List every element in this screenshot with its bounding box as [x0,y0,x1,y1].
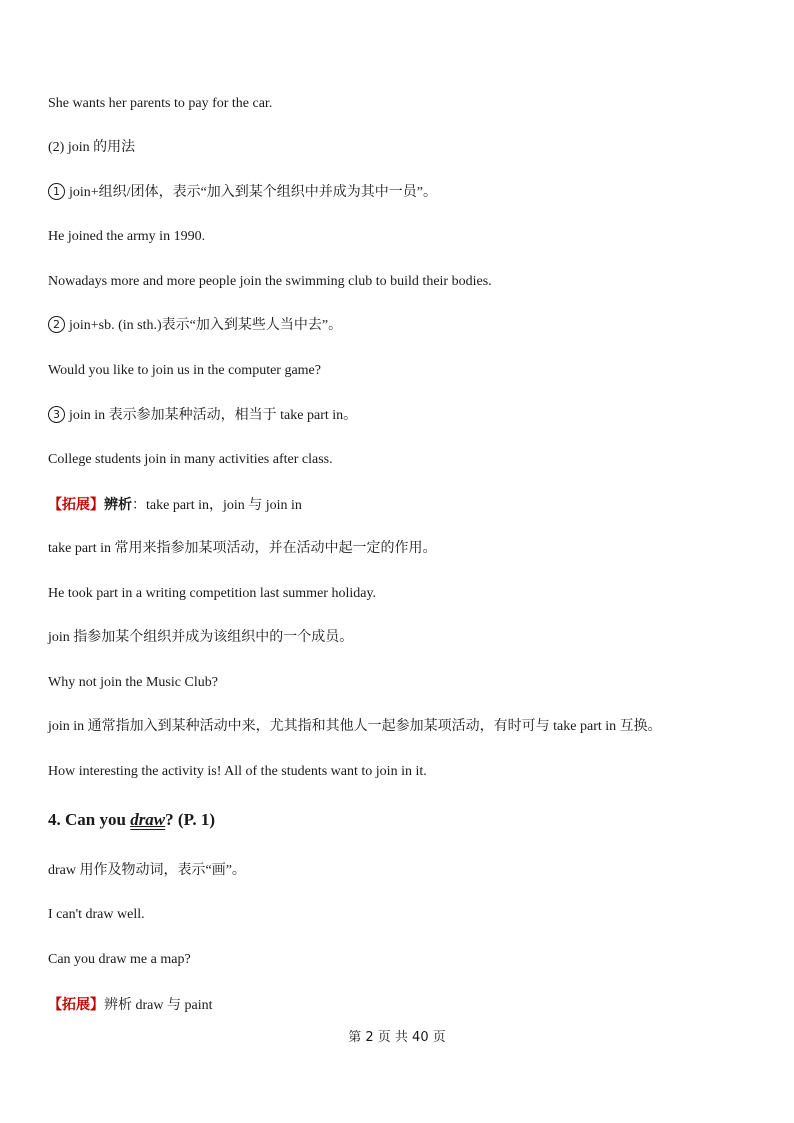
extension-draw-paint [48,995,764,1016]
extension-comparison-text: ：take part in，join 与 join in [132,498,302,513]
example-sentence-computer-game: Would you like to join us in the computer game? [48,363,321,378]
note-join-in: join in 通常指加入到某种活动中来，尤其指和其他人一起参加某项活动，有时可与 take part in 互换。 [48,719,662,734]
example-sentence-college: College students join in many activities after class. [48,452,333,467]
circled-number-3: 3 [48,406,65,423]
extension-comparison [48,495,764,516]
circled-number-2: 2 [48,316,65,333]
section-heading-draw [48,810,764,830]
extension-draw-paint-text: 辨析 draw 与 paint [104,998,213,1013]
heading-suffix: ? (P. 1) [165,810,216,829]
rule-join-in-activity-text: join in 表示参加某种活动，相当于 take part in。 [69,408,358,423]
rule-join-in-activity [48,406,764,426]
circled-number-1: 1 [48,183,65,200]
note-take-part-in: take part in 常用来指参加某项活动，并在活动中起一定的作用。 [48,541,437,556]
note-join: join 指参加某个组织并成为该组织中的一个成员。 [48,630,354,645]
example-sentence-activity: How interesting the activity is! All of the students want to join in it. [48,764,427,779]
example-sentence-army: He joined the army in 1990. [48,229,206,244]
extension-tag-2: 【拓展】 [48,997,104,1013]
example-sentence-competition: He took part in a writing competition last summer holiday. [48,586,377,601]
heading-prefix: 4. Can you [48,810,131,829]
example-sentence-map: Can you draw me a map? [48,952,191,967]
example-sentence-draw-well: I can't draw well. [48,907,145,922]
example-sentence-swimming: Nowadays more and more people join the swimming club to build their bodies. [48,274,492,289]
analysis-label: 辨析 [104,497,132,513]
note-draw: draw 用作及物动词，表示“画”。 [48,863,246,878]
extension-tag: 【拓展】 [48,497,104,513]
example-sentence-car: She wants her parents to pay for the car. [48,96,273,111]
heading-keyword: draw [130,810,166,829]
page-footer: 第 2 页 共 40 页 [348,1030,446,1045]
rule-join-organization-text: join+组织/团体，表示“加入到某个组织中并成为其中一员”。 [69,185,437,200]
section-join-usage: (2) join 的用法 [48,140,136,155]
example-sentence-music-club: Why not join the Music Club? [48,675,218,690]
rule-join-people-text: join+sb. (in sth.)表示“加入到某些人当中去”。 [69,318,343,333]
rule-join-people [48,316,764,336]
rule-join-organization [48,183,764,203]
